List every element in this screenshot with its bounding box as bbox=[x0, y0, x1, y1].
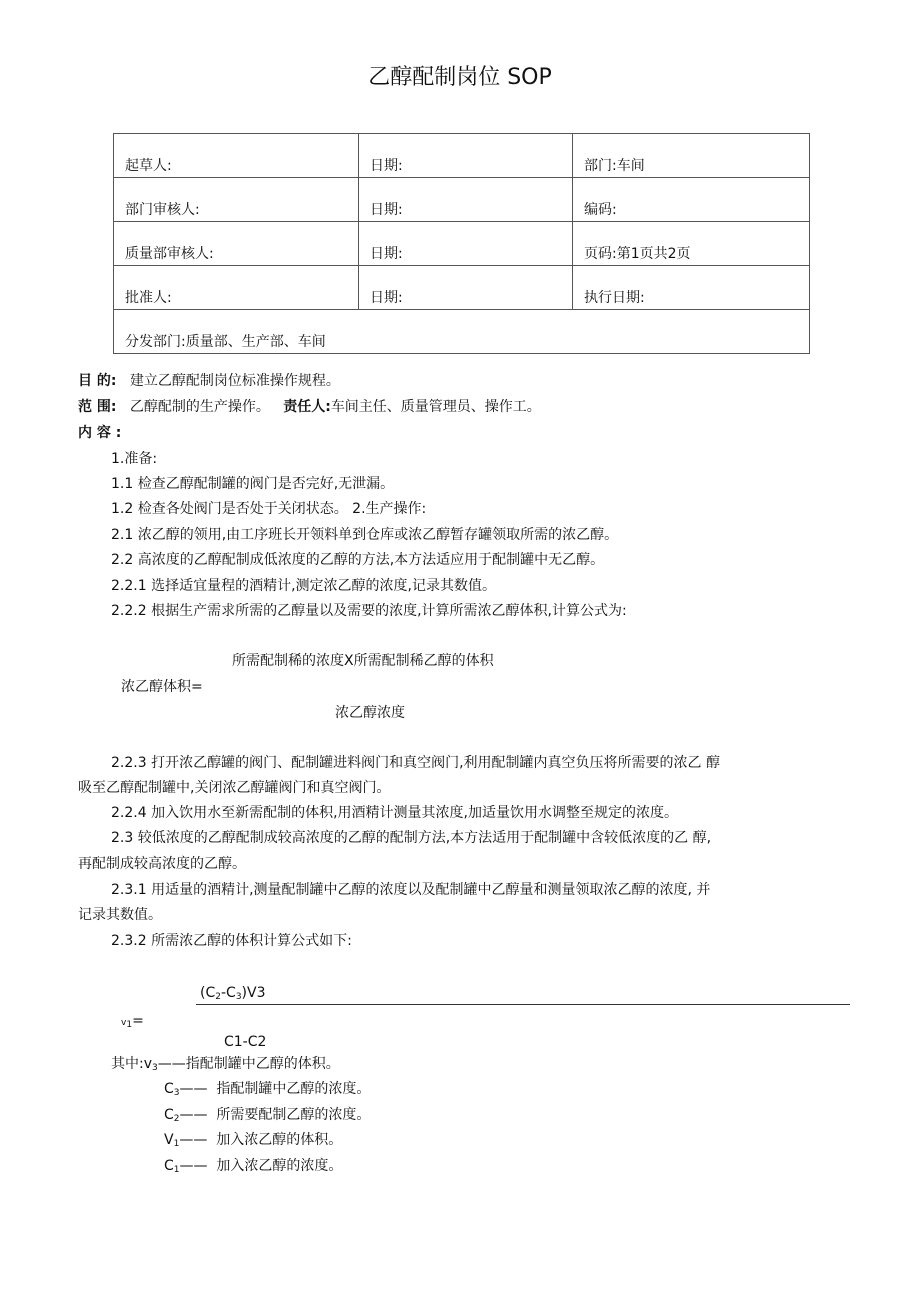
where-symbol: V bbox=[164, 1132, 174, 1148]
where-line-4 bbox=[164, 1155, 342, 1182]
formula2-lhs-sub: 1 bbox=[126, 1020, 133, 1030]
step-2-2: 2.2 高浓度的乙醇配制成低浓度的乙醇的方法,本方法适应用于配制罐中无乙醇。 bbox=[111, 552, 605, 568]
where-dash: —— bbox=[179, 1132, 212, 1148]
formula2-denominator: C1-C2 bbox=[224, 1034, 267, 1050]
where-line-0 bbox=[111, 1053, 340, 1080]
where-text: 指配制罐中乙醇的体积。 bbox=[185, 1056, 340, 1072]
scope-line bbox=[78, 396, 541, 419]
step-2-1: 2.1 浓乙醇的领用,由工序班长开领料单到仓库或浓乙醇暂存罐领取所需的浓乙醇。 bbox=[111, 527, 619, 543]
where-text: 加入浓乙醇的体积。 bbox=[216, 1132, 343, 1148]
formula1-numerator: 所需配制稀的浓度X所需配制稀乙醇的体积 bbox=[232, 653, 494, 669]
formula2-lhs-eq: = bbox=[132, 1013, 144, 1029]
content-label: 内 容 : bbox=[78, 425, 122, 441]
where-symbol: C bbox=[164, 1081, 174, 1097]
effective-date-cell: 执行日期: bbox=[573, 266, 810, 310]
step-2-2-1: 2.2.1 选择适宜量程的酒精计,测定浓乙醇的浓度,记录其数值。 bbox=[111, 578, 496, 594]
formula2-num-minus: -C bbox=[220, 985, 236, 1001]
where-subscript: 3 bbox=[152, 1063, 158, 1073]
dept-reviewer-cell: 部门审核人: bbox=[114, 178, 359, 222]
where-dash: —— bbox=[179, 1081, 212, 1097]
where-symbol: v bbox=[143, 1056, 153, 1072]
step-2-2-3-cont: 吸至乙醇配制罐中,关闭浓乙醇罐阀门和真空阀门。 bbox=[78, 780, 391, 796]
drafter-cell: 起草人: bbox=[114, 134, 359, 178]
scope-label: 范 围: bbox=[78, 399, 117, 415]
table-row bbox=[114, 134, 810, 178]
where-label: 其中: bbox=[111, 1056, 144, 1072]
scope-text: 乙醇配制的生产操作。 bbox=[129, 399, 270, 415]
step-2-2-4: 2.2.4 加入饮用水至新需配制的体积,用酒精计测量其浓度,加适量饮用水调整至规定的浓度。 bbox=[111, 805, 678, 821]
date-cell: 日期: bbox=[359, 222, 573, 266]
where-subscript: 3 bbox=[173, 1088, 180, 1098]
step-1: 1.准备: bbox=[111, 451, 158, 467]
responsible-label: 责任人: bbox=[283, 399, 331, 415]
where-text: 所需要配制乙醇的浓度。 bbox=[216, 1107, 371, 1123]
step-2-3: 2.3 较低浓度的乙醇配制成较高浓度的乙醇的配制方法,本方法适用于配制罐中含较低浓度的乙 醇, bbox=[111, 830, 712, 846]
where-text: 指配制罐中乙醇的浓度。 bbox=[216, 1081, 371, 1097]
where-text: 加入浓乙醇的浓度。 bbox=[216, 1158, 343, 1174]
where-symbol: C bbox=[164, 1107, 174, 1123]
formula2-num-open: (C bbox=[200, 985, 216, 1001]
where-subscript: 1 bbox=[173, 1165, 180, 1175]
formula2-lhs-symbol: v bbox=[121, 1018, 127, 1028]
step-1-1: 1.1 检查乙醇配制罐的阀门是否完好,无泄漏。 bbox=[111, 476, 395, 492]
step-2-2-3: 2.2.3 打开浓乙醇罐的阀门、配制罐进料阀门和真空阀门,利用配制罐内真空负压将所需要的浓乙 醇 bbox=[111, 755, 720, 771]
date-cell: 日期: bbox=[359, 266, 573, 310]
step-2-3-2: 2.3.2 所需浓乙醇的体积计算公式如下: bbox=[111, 933, 352, 949]
purpose-text: 建立乙醇配制岗位标准操作规程。 bbox=[129, 373, 340, 389]
step-2-3-cont: 再配制成较高浓度的乙醇。 bbox=[78, 856, 246, 872]
formula1-lhs: 浓乙醇体积= bbox=[121, 679, 203, 695]
where-line-1 bbox=[164, 1078, 370, 1105]
table-row bbox=[114, 310, 810, 354]
formula2-num-sub-2: 2 bbox=[215, 992, 221, 1002]
page-title: 乙醇配制岗位 SOP bbox=[368, 65, 552, 90]
where-dash: —— bbox=[179, 1158, 212, 1174]
date-cell: 日期: bbox=[359, 134, 573, 178]
where-subscript: 1 bbox=[173, 1139, 180, 1149]
where-line-2 bbox=[164, 1104, 370, 1131]
formula2-lhs bbox=[121, 1010, 144, 1037]
where-dash: —— bbox=[157, 1056, 186, 1072]
step-2-2-2: 2.2.2 根据生产需求所需的乙醇量以及需要的浓度,计算所需浓乙醇体积,计算公式为: bbox=[111, 603, 627, 619]
step-2-3-1: 2.3.1 用适量的酒精计,测量配制罐中乙醇的浓度以及配制罐中乙醇量和测量领取浓乙醇的浓度, 并 bbox=[111, 882, 711, 898]
qa-reviewer-cell: 质量部审核人: bbox=[114, 222, 359, 266]
where-symbol: C bbox=[164, 1158, 174, 1174]
date-cell: 日期: bbox=[359, 178, 573, 222]
step-1-2: 1.2 检查各处阀门是否处于关闭状态。 2.生产操作: bbox=[111, 501, 427, 517]
where-dash: —— bbox=[179, 1107, 212, 1123]
purpose-line bbox=[78, 370, 340, 393]
table-row bbox=[114, 222, 810, 266]
table-row bbox=[114, 178, 810, 222]
step-2-3-1-cont: 记录其数值。 bbox=[78, 907, 162, 923]
formula2-num-sub-3: 3 bbox=[235, 992, 242, 1002]
department-cell: 部门:车间 bbox=[573, 134, 810, 178]
formula2-num-close: )V3 bbox=[241, 985, 266, 1001]
fraction-line bbox=[196, 1004, 850, 1005]
page-number-cell: 页码:第1页共2页 bbox=[573, 222, 810, 266]
responsible-text: 车间主任、质量管理员、操作工。 bbox=[330, 399, 541, 415]
approval-table bbox=[113, 133, 810, 354]
table-row bbox=[114, 266, 810, 310]
where-line-3 bbox=[164, 1129, 342, 1156]
approver-cell: 批准人: bbox=[114, 266, 359, 310]
where-subscript: 2 bbox=[173, 1114, 180, 1124]
formula1-denominator: 浓乙醇浓度 bbox=[335, 705, 405, 721]
code-cell: 编码: bbox=[573, 178, 810, 222]
distribution-cell: 分发部门:质量部、生产部、车间 bbox=[114, 310, 810, 354]
purpose-label: 目 的: bbox=[78, 373, 117, 389]
